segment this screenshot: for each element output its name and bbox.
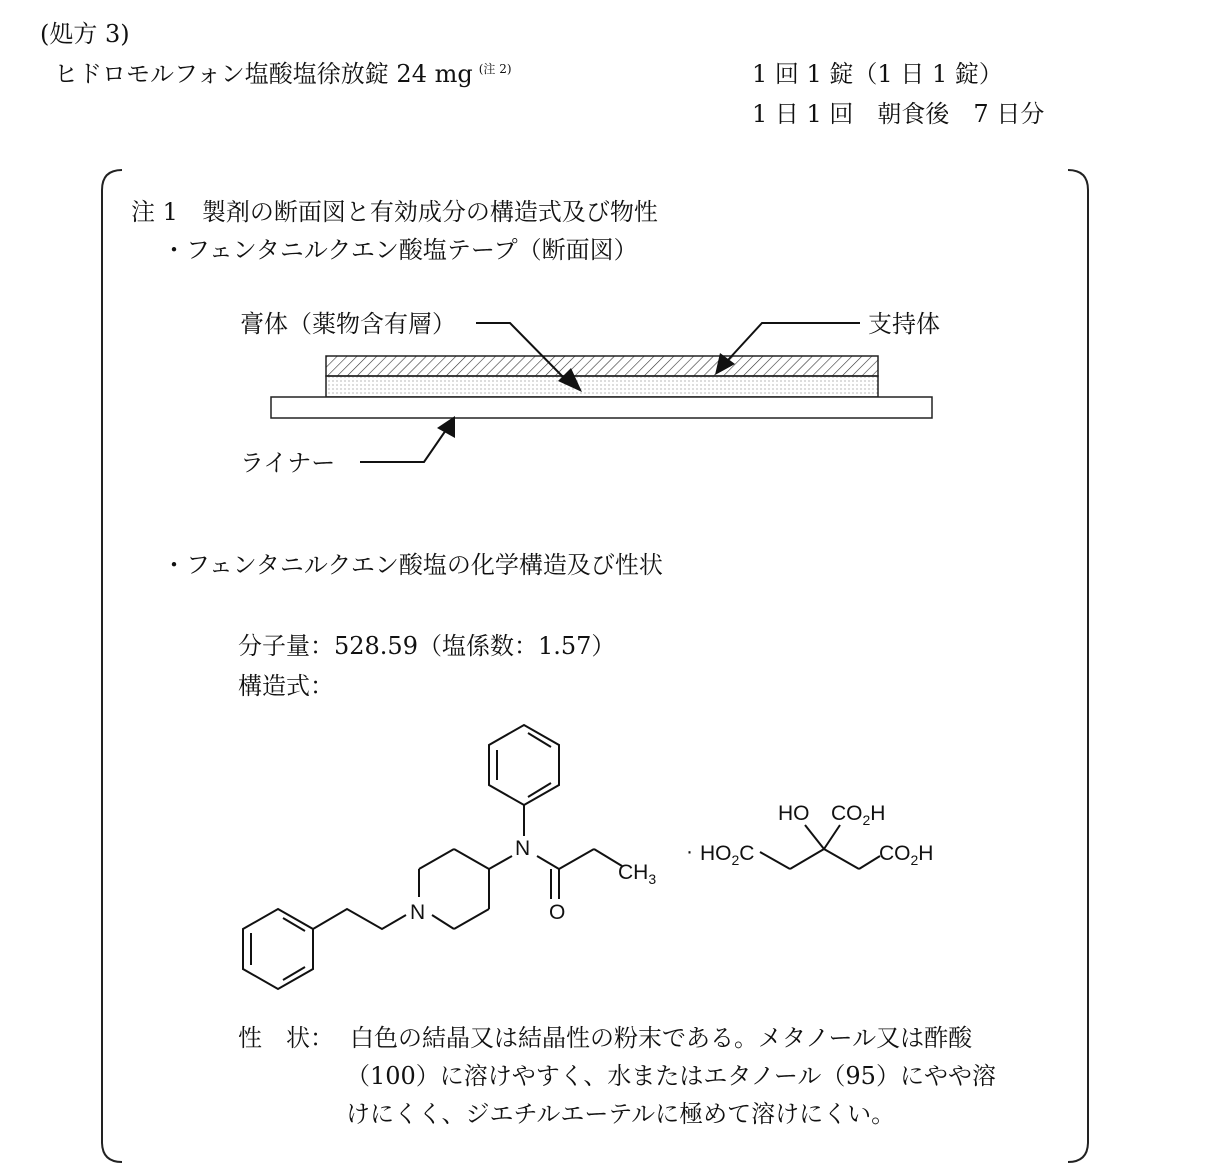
properties-line-1: 白色の結晶又は結晶性の粉末である。メタノール又は酢酸 [350, 1024, 973, 1052]
atom-ch3: $CH_3$ [618, 861, 657, 887]
section-chemical-structure-title: ・フェンタニルクエン酸塩の化学構造及び性状 [162, 551, 663, 579]
section-tape-crosssection-title: ・フェンタニルクエン酸塩テープ（断面図） [162, 236, 638, 264]
backing-label: 支持体 [868, 310, 940, 338]
salt-dot: · [686, 840, 693, 863]
structure-label: 構造式： [238, 672, 334, 700]
prescription-schedule: 1 日 1 回 朝食後 7 日分 [752, 100, 1045, 128]
properties-label: 性 状： [238, 1024, 334, 1052]
note1-title: 注 1 製剤の断面図と有効成分の構造式及び物性 [131, 198, 658, 226]
prescription-dose: 1 回 1 錠（1 日 1 錠） [752, 60, 1003, 88]
atom-ho: HO [778, 802, 810, 825]
adhesive-label: 膏体（薬物含有層） [240, 310, 456, 338]
atom-ho2c-left: $HO_2C$ [700, 842, 755, 868]
liner-label: ライナー [240, 449, 336, 477]
atom-co2h-top: $CO_2H$ [831, 802, 886, 828]
drug-name: ヒドロモルフォン塩酸塩徐放錠 24 mg [54, 60, 473, 88]
drug-note-ref: (注 2) [478, 62, 512, 76]
atom-n-amide: N [515, 837, 531, 860]
properties-line-2: （100）に溶けやすく、水またはエタノール（95）にやや溶 [346, 1062, 996, 1090]
prescription-heading: (処方 3) [40, 20, 130, 48]
atom-co2h-right: $CO_2H$ [879, 842, 934, 868]
properties-line-3: けにくく、ジエチルエーテルに極めて溶けにくい。 [346, 1100, 896, 1128]
molecular-weight: 分子量：528.59（塩係数：1.57） [238, 632, 616, 660]
atom-n-piperidine: N [410, 901, 426, 924]
atom-oxygen: O [549, 901, 566, 924]
